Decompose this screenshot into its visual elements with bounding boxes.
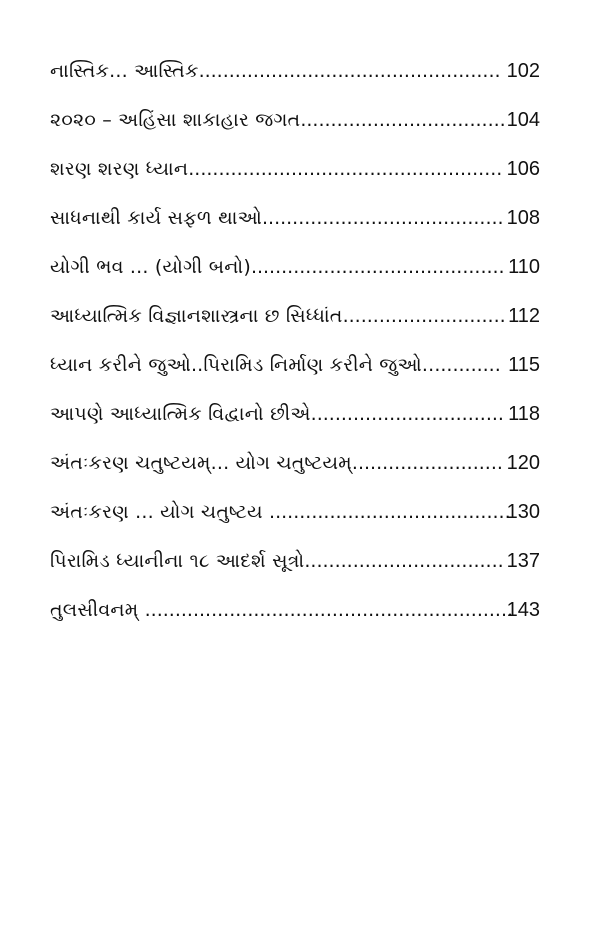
table-of-contents xyxy=(50,54,540,642)
toc-title: ધ્યાન કરીને જુઓ..પિરામિડ નિર્માણ કરીને જુઓ.. xyxy=(50,354,435,376)
toc-entry xyxy=(50,152,540,201)
toc-page-number: 115 xyxy=(507,348,540,382)
toc-title: નાસ્તિક... આસ્તિક xyxy=(50,60,199,82)
dot-leader: .................................. xyxy=(300,109,506,131)
dot-leader: .................................................... xyxy=(188,158,503,180)
toc-page-number: 104 xyxy=(506,103,540,137)
dot-leader: ........................... xyxy=(342,305,506,327)
toc-entry xyxy=(50,544,540,593)
toc-title: આપણે આધ્યાત્મિક વિદ્વાનો છીએ xyxy=(50,403,311,425)
toc-title: પિરામિડ ધ્યાનીના ૧૮ આદર્શ સૂત્રો xyxy=(50,550,305,572)
toc-entry xyxy=(50,103,540,152)
toc-page-number: 130 xyxy=(506,495,540,529)
dot-leader: .......................................... xyxy=(250,256,505,278)
toc-entry xyxy=(50,250,540,299)
dot-leader: ........................................ xyxy=(261,207,504,229)
toc-title: આધ્યાત્મિક વિજ્ઞાનશાસ્ત્રના છ સિધ્ધાંત xyxy=(50,305,343,327)
toc-title: શરણ શરણ ધ્યાન xyxy=(50,158,189,180)
toc-page-number: 143 xyxy=(506,593,540,627)
toc-entry xyxy=(50,593,540,642)
toc-entry xyxy=(50,299,540,348)
toc-page-number: 137 xyxy=(506,544,540,578)
toc-entry xyxy=(50,495,540,544)
dot-leader: .................................................. xyxy=(198,60,501,82)
toc-title: સાધનાથી કાર્ય સફળ થાઓ xyxy=(50,207,262,229)
dot-leader: ......................... xyxy=(351,452,503,474)
toc-entry xyxy=(50,446,540,495)
toc-title: અંતઃકરણ ... યોગ ચતુષ્ટય xyxy=(50,501,270,523)
toc-page-number: 118 xyxy=(507,397,540,431)
dot-leader: ........................................ xyxy=(269,501,511,523)
toc-page-number: 112 xyxy=(507,299,540,333)
dot-leader: ........... xyxy=(434,354,501,376)
toc-title: તુલસીવનમ્ xyxy=(50,599,145,621)
toc-entry xyxy=(50,348,540,397)
toc-page-number: 108 xyxy=(506,201,540,235)
toc-title: ૨૦૨૦ – અહિંસા શાકાહાર જગત xyxy=(50,109,301,131)
dot-leader: ............................................................. xyxy=(144,599,514,621)
toc-page-number: 120 xyxy=(506,446,540,480)
toc-title: યોગી ભવ ... (યોગી બનો) xyxy=(50,256,251,278)
toc-entry xyxy=(50,54,540,103)
toc-entry xyxy=(50,201,540,250)
dot-leader: ................................. xyxy=(304,550,504,572)
toc-page-number: 110 xyxy=(507,250,540,284)
toc-page-number: 102 xyxy=(506,54,540,88)
toc-entry xyxy=(50,397,540,446)
dot-leader: ................................ xyxy=(310,403,504,425)
toc-title: અંતઃકરણ ચતુષ્ટયમ્... યોગ ચતુષ્ટયમ્ xyxy=(50,452,352,474)
toc-page-number: 106 xyxy=(506,152,540,186)
